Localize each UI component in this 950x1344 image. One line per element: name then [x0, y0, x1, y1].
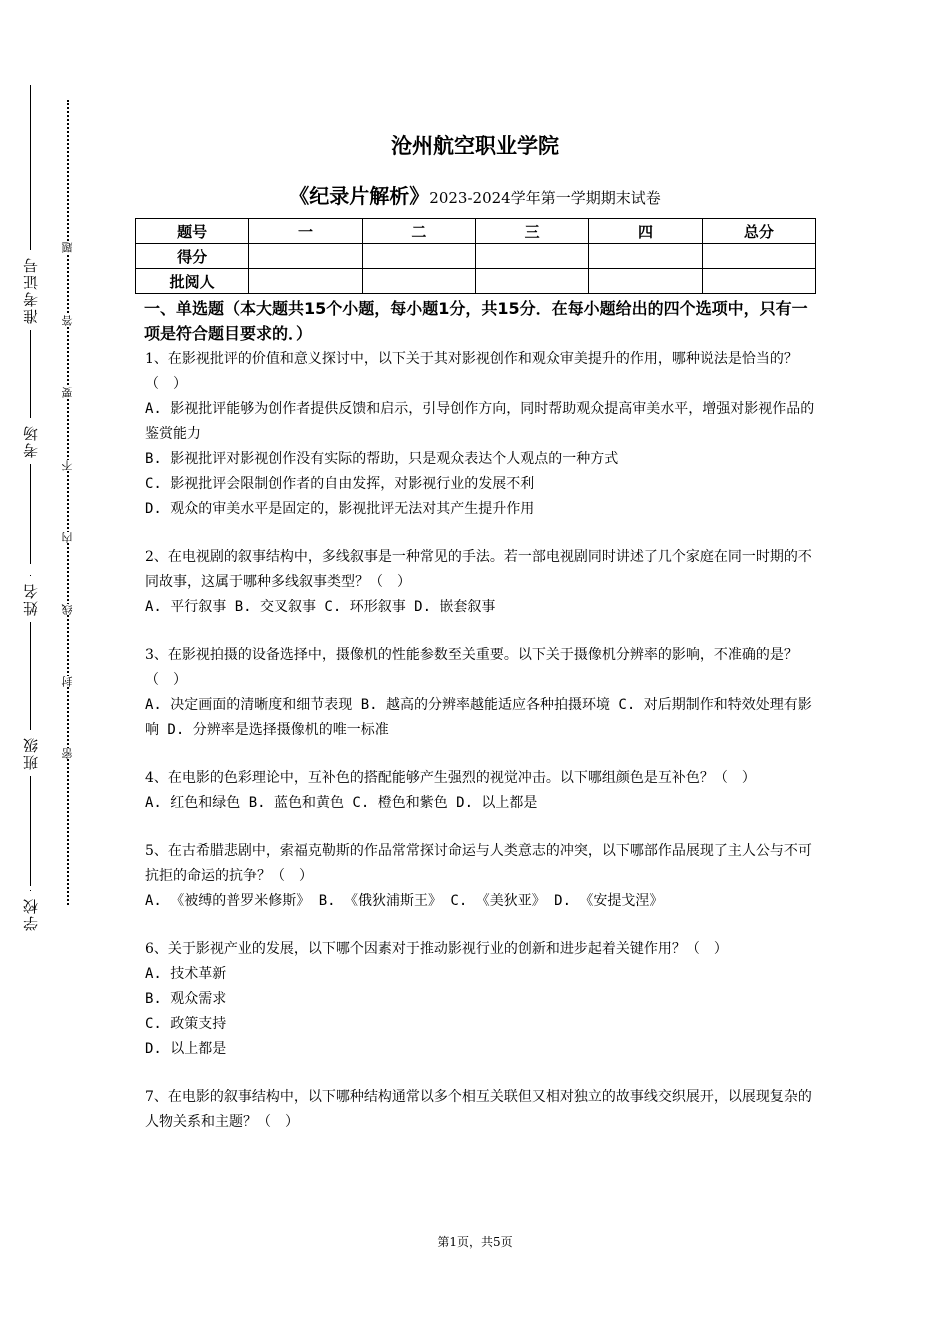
exam-number-field [20, 85, 41, 370]
class-label: 班级 [22, 736, 40, 770]
score-header-cell: 一 [249, 219, 362, 244]
question-stem: 7、在电影的叙事结构中，以下哪种结构通常以多个相互关联但又相对独立的故事线交织展开，以展现复杂的人物关系和主题？（ ） [145, 1089, 812, 1130]
score-row [136, 244, 816, 269]
question-stem: 1、在影视批评的价值和意义探讨中，以下关于其对影视创作和观众审美提升的作用，哪种说法是恰当的？（ ） [145, 351, 798, 392]
question-option: A. 平行叙事 B. 交叉叙事 C. 环形叙事 D. 嵌套叙事 [145, 599, 496, 615]
question-option: A. 影视批评能够为创作者提供反馈和启示，引导创作方向，同时帮助观众提高审美水平，增强对影视作品的鉴赏能力 [145, 401, 815, 442]
score-header-cell: 四 [589, 219, 702, 244]
seal-char: 不 [61, 460, 74, 471]
question-option: A. 红色和绿色 B. 蓝色和黄色 C. 橙色和紫色 D. 以上都是 [145, 795, 538, 811]
reviewer-row-label: 批阅人 [136, 269, 249, 294]
course-name: 《纪录片解析》 [289, 184, 430, 208]
question-option: B. 影视批评对影视创作没有实际的帮助，只是观众表达个人观点的一种方式 [145, 451, 619, 467]
reviewer-cell [362, 269, 475, 294]
exam-title [0, 180, 950, 209]
school-label: 学校 [22, 897, 40, 931]
score-cell [589, 244, 702, 269]
seal-char: 要 [61, 387, 74, 398]
seal-char: 线 [61, 604, 74, 615]
question-option: D. 观众的审美水平是固定的，影视批评无法对其产生提升作用 [145, 501, 535, 517]
score-cell [362, 244, 475, 269]
seal-char: 封 [61, 676, 74, 687]
exam-number-label: 准考证号 [22, 256, 40, 324]
score-cell [475, 244, 588, 269]
reviewer-cell [249, 269, 362, 294]
seal-char: 内 [61, 532, 74, 543]
question-option: D. 以上都是 [145, 1041, 227, 1057]
page-footer: 第1页，共5页 [437, 1235, 513, 1249]
score-cell [249, 244, 362, 269]
reviewer-cell [475, 269, 588, 294]
seal-char: 题 [61, 242, 74, 253]
term-label: 2023-2024学年第一学期期末试卷 [429, 189, 661, 207]
question [145, 347, 817, 522]
class-field [20, 690, 41, 886]
question-stem: 5、在古希腊悲剧中，索福克勒斯的作品常常探讨命运与人类意志的冲突，以下哪部作品展现了主人公与不可抗拒的命运的抗争？（ ） [145, 843, 812, 884]
name-label: 姓名 [22, 582, 40, 616]
score-table-header-row [136, 219, 816, 244]
score-row-label: 得分 [136, 244, 249, 269]
question-option: A. 决定画面的清晰度和细节表现 B. 越高的分辨率越能适应各种拍摄环境 C. 对后期制作和特效处理有影响 D. 分辨率是选择摄像机的唯一标准 [145, 697, 812, 738]
score-header-cell: 题号 [136, 219, 249, 244]
score-header-cell: 二 [362, 219, 475, 244]
school-field [20, 890, 41, 937]
school-name: 沧州航空职业学院 [391, 134, 559, 158]
question-option: C. 政策支持 [145, 1016, 227, 1032]
exam-room-field [20, 370, 41, 564]
question [145, 766, 817, 816]
exam-room-label: 考场 [22, 424, 40, 458]
question-option: C. 影视批评会限制创作者的自由发挥，对影视行业的发展不利 [145, 476, 535, 492]
reviewer-cell [589, 269, 702, 294]
score-table [135, 218, 816, 294]
reviewer-cell [702, 269, 815, 294]
reviewer-row [136, 269, 816, 294]
score-header-cell: 总分 [702, 219, 815, 244]
seal-dotted-line [67, 100, 69, 905]
question-stem: 6、关于影视产业的发展，以下哪个因素对于推动影视行业的创新和进步起着关键作用？（ ） [145, 941, 728, 957]
question-option: B. 观众需求 [145, 991, 227, 1007]
question [145, 937, 817, 1062]
question [145, 545, 817, 620]
question-option: A. 技术革新 [145, 966, 227, 982]
question [145, 643, 817, 743]
question-stem: 2、在电视剧的叙事结构中，多线叙事是一种常见的手法。若一部电视剧同时讲述了几个家庭在同一时期的不同故事，这属于哪种多线叙事类型？（ ） [145, 549, 812, 590]
score-cell [702, 244, 815, 269]
question-stem: 3、在影视拍摄的设备选择中，摄像机的性能参数至关重要。以下关于摄像机分辨率的影响，不准确的是？（ ） [145, 647, 798, 688]
question [145, 1085, 817, 1135]
exam-content [145, 296, 817, 1158]
seal-char: 密 [61, 748, 74, 759]
question-stem: 4、在电影的色彩理论中，互补色的搭配能够产生强烈的视觉冲击。以下哪组颜色是互补色？（ ） [145, 770, 756, 786]
score-header-cell: 三 [475, 219, 588, 244]
question-option: A. 《被缚的普罗米修斯》 B. 《俄狄浦斯王》 C. 《美狄亚》 D. 《安提戈涅》 [145, 893, 664, 909]
seal-char: 答 [61, 315, 74, 326]
section-title: 一、单选题（本大题共15个小题，每小题1分，共15分．在每小题给出的四个选项中，只有一项是符合题目要求的．） [144, 299, 808, 343]
question [145, 839, 817, 914]
